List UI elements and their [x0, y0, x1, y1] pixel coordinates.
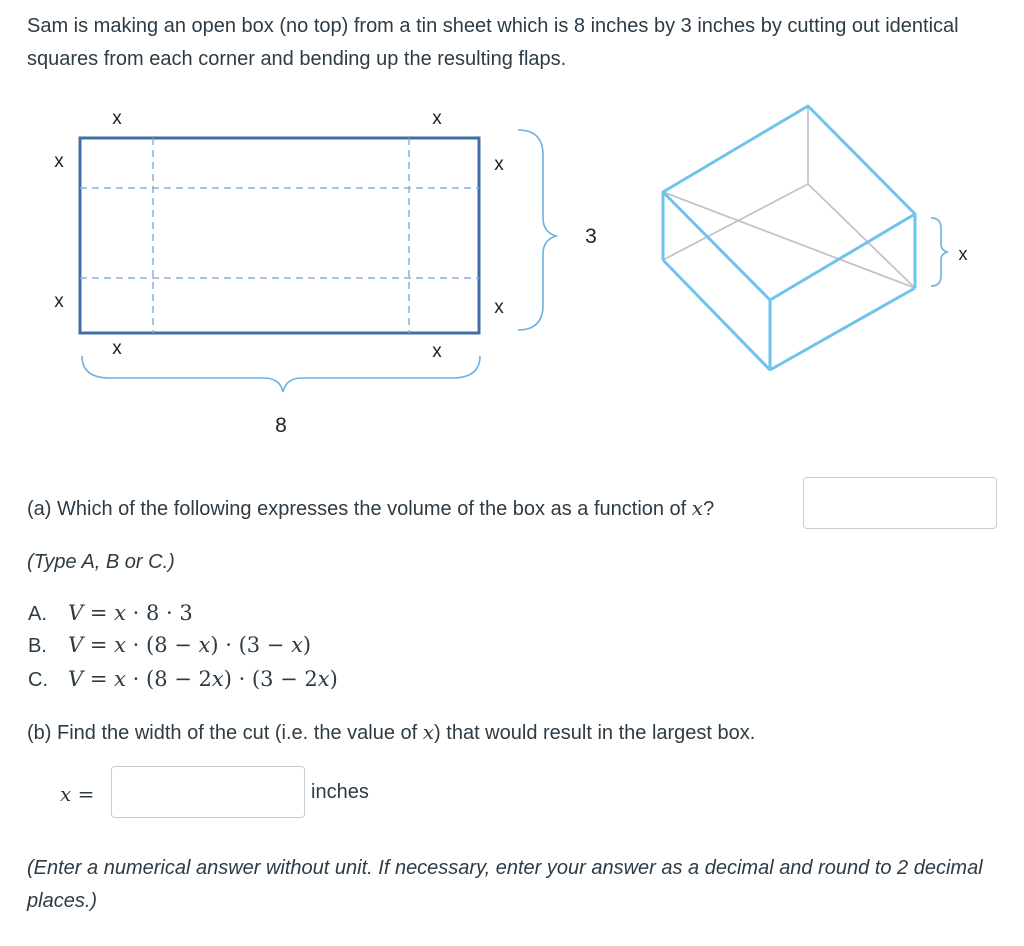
flat-sheet	[80, 138, 479, 333]
question-a-variable: x	[691, 496, 704, 520]
option-c-letter: C.	[28, 669, 48, 691]
option-a-expression: V = x · 8 · 3	[68, 601, 193, 625]
height-brace	[518, 130, 556, 330]
answer-note: (Enter a numerical answer without unit. If necessary, enter your answer as a decimal and round to 2 decimal places.)	[27, 857, 983, 912]
width-brace	[82, 356, 480, 392]
option-b	[28, 630, 311, 661]
option-a-letter: A.	[28, 603, 47, 625]
answer-a-input[interactable]	[803, 477, 997, 529]
question-b	[27, 716, 755, 750]
corner-label-right-top: x	[494, 154, 504, 175]
question-b-suffix: ) that would result in the largest box.	[434, 722, 756, 744]
question-a-suffix: ?	[703, 498, 715, 520]
open-box-drawing	[663, 106, 915, 370]
corner-label-bottom-right: x	[432, 341, 442, 362]
question-b-variable: x	[422, 720, 435, 744]
corner-label-left-top: x	[54, 151, 64, 172]
question-a	[27, 492, 714, 526]
corner-label-left-bottom: x	[54, 291, 64, 312]
question-a-prefix: (a) Which of the following expresses the volume of the box as a function of	[27, 498, 692, 520]
answer-b-input[interactable]	[111, 766, 305, 818]
option-c	[28, 664, 338, 695]
problem-intro: Sam is making an open box (no top) from a tin sheet which is 8 inches by 3 inches by cutting out identical squares from each corner and bending up the resulting flaps.	[27, 15, 959, 70]
option-c-expression: V = x · (8 − 2x) · (3 − 2x)	[68, 667, 338, 691]
question-a-hint: (Type A, B or C.)	[27, 551, 175, 573]
box-height-label: x	[958, 244, 968, 264]
corner-label-right-bottom: x	[494, 297, 504, 318]
corner-label-top-left: x	[112, 108, 122, 129]
height-label: 3	[585, 225, 597, 248]
corner-label-top-right: x	[432, 108, 442, 129]
width-label: 8	[275, 414, 287, 437]
corner-label-bottom-left: x	[112, 338, 122, 359]
option-b-expression: V = x · (8 − x) · (3 − x)	[68, 633, 312, 657]
x-equals-label: x =	[60, 782, 95, 806]
box-height-brace	[931, 218, 947, 286]
unit-label: inches	[311, 781, 369, 803]
option-b-letter: B.	[28, 635, 47, 657]
option-a	[28, 598, 193, 629]
question-b-prefix: (b) Find the width of the cut (i.e. the value of	[27, 722, 423, 744]
box-diagram	[0, 0, 1024, 460]
